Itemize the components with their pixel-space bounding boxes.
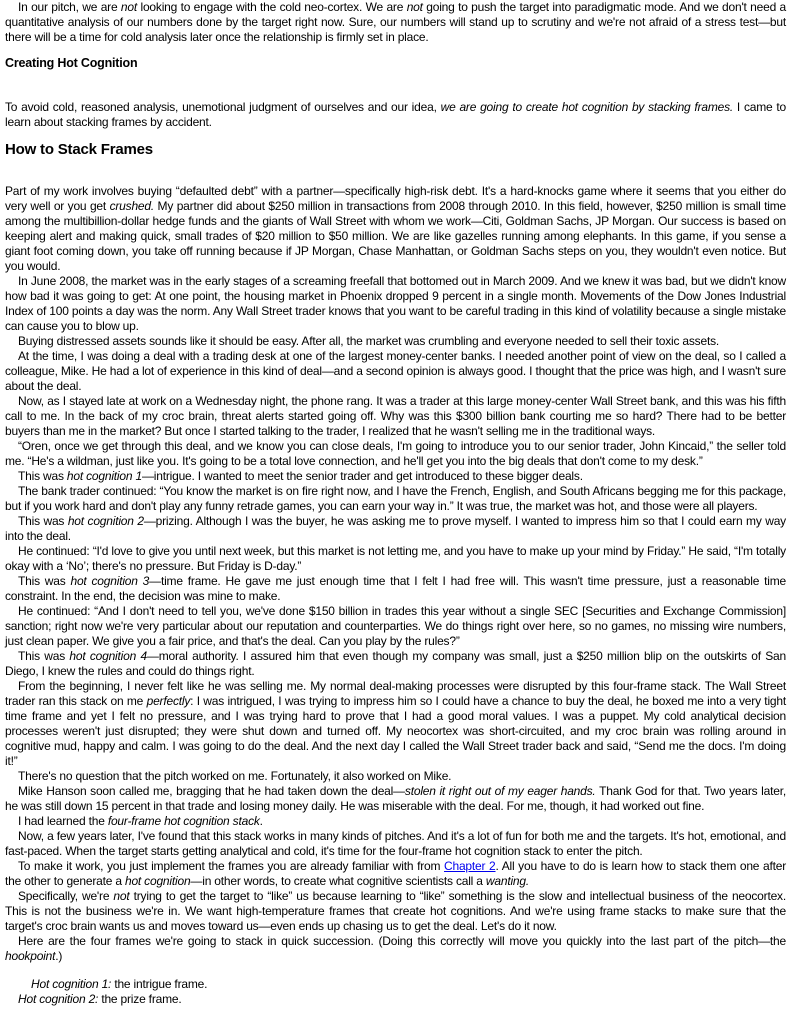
paragraph-june-2008: In June 2008, the market was in the early stages of a screaming freefall that bottomed out in March 2009. And we knew it was bad, but we didn't know how bad it was going to get: At one point, the housing market in Phoenix dropped 9 percent in a single month. Movements of the Dow Jones Industrial Index of 100 points a day was the norm. Any Wall Street trader knows that you want to be careful trading in this kind of volatility because a single mistake can cause you to blow up. [5, 274, 786, 333]
hot-cognition-paragraph: To avoid cold, reasoned analysis, unemotional judgment of ourselves and our idea, we are going to create hot cognition by stacking frames. I came to learn about stacking frames by accident. [5, 100, 786, 129]
list-item: Hot cognition 2: the prize frame. [18, 992, 182, 1006]
hot-cognition-list [5, 977, 786, 1007]
paragraph-friday: He continued: “I'd love to give you until next week, but this market is not letting me, and you have to make up your mind by Friday.” He said, “I'm totally okay with a ‘No’; there's no pressure. But Friday is D-day.” [5, 544, 786, 573]
chapter-2-link[interactable]: Chapter 2 [444, 859, 496, 873]
paragraph-at-the-time: At the time, I was doing a deal with a trading desk at one of the largest money-center banks. I needed another point of view on the deal, so I called a colleague, Mike. He had a lot of experience in this kind of deal—and a second opinion is always good. I thought that the price was high, and I wasn't sure about the deal. [5, 349, 786, 393]
paragraph-phone-rang: Now, as I stayed late at work on a Wednesday night, the phone rang. It was a trader at this large money-center Wall Street bank, and this was his fifth call to me. In the back of my croc brain, threat alerts started going off. Why was this $300 billion bank courting me so hard? There had to be better buyers than me in the market? But once I started talking to the trader, I realized that he wasn't selling me in the traditional ways. [5, 394, 786, 438]
paragraph-here-are-four-frames: Here are the four frames we're going to stack in quick succession. (Doing this correctly will move you quickly into the last part of the pitch—the hookpoint.) [5, 934, 786, 963]
list-item: Hot cognition 1: the intrigue frame. [31, 977, 208, 991]
paragraph-hot-cognition-3: This was hot cognition 3—time frame. He gave me just enough time that I felt I had free will. This wasn't time pressure, just a reasonable time constraint. In the end, the decision was mine to make. [5, 574, 786, 603]
paragraph-learned: I had learned the four-frame hot cognition stack. [18, 814, 263, 828]
heading-creating-hot-cognition: Creating Hot Cognition [5, 56, 138, 70]
paragraph-hot-cognition-2: This was hot cognition 2—prizing. Although I was the buyer, he was asking me to prove myself. I wanted to impress him so that I could earn my way into the deal. [5, 514, 786, 543]
paragraph-to-make-it-work: To make it work, you just implement the frames you are already familiar with from Chapter 2. All you have to do is learn how to stack them one after the other to generate a hot cognition—in other words, to create what cognitive scientists call a wanting. [5, 859, 787, 888]
paragraph-hot-cognition-1: This was hot cognition 1—intrigue. I wanted to meet the senior trader and get introduced to these bigger deals. [18, 469, 583, 483]
paragraph-buying-distressed: Buying distressed assets sounds like it should be easy. After all, the market was crumbling and everyone needed to sell their toxic assets. [18, 334, 720, 348]
heading-how-to-stack-frames: How to Stack Frames [5, 141, 153, 158]
paragraph-hot-cognition-4: This was hot cognition 4—moral authority. I assured him that even though my company was small, just a $250 million blip on the outskirts of San Diego, I knew the rules and could do things right. [5, 649, 786, 678]
paragraph-oren-quote: “Oren, once we get through this deal, and we know you can close deals, I'm going to introduce you to our senior trader, John Kincaid,” the seller told me. “He's a wildman, just like you. It's going to be a total love connection, and he'll get you into the big deals that don't come to my desk.” [5, 439, 786, 468]
paragraph-no-question: There's no question that the pitch worked on me. Fortunately, it also worked on Mike. [18, 769, 452, 783]
paragraph-from-the-beginning: From the beginning, I never felt like he was selling me. My normal deal-making processes were disrupted by this four-frame stack. The Wall Street trader ran this stack on me perfectly: I was intrigued, I was trying to impress him so I could have a chance to buy the deal, he boxed me into a very tight time frame and yet I felt no pressure, and I was trying hard to prove that I had a good moral values. I was a puppet. My cold analytical decision processes weren't just disrupted; they were shut down and turned off. My neocortex was short-circuited, and my croc brain was rolling around in cognitive mud, happy and calm. I was going to do the deal. And the next day I called the Wall Street trader back and said, “Send me the docs. I'm doing it!” [5, 679, 786, 768]
paragraph-mike-hanson: Mike Hanson soon called me, bragging that he had taken down the deal—stolen it right out of my eager hands. Thank God for that. Two years later, he was still down 15 percent in that trade and losing money daily. He was miserable with the deal. For me, though, it had worked out fine. [5, 784, 786, 813]
paragraph-bank-trader: The bank trader continued: “You know the market is on fire right now, and I have the French, English, and South Africans begging me for this package, but if you work hard and don't play any funny retrade games, you can earn your way in.” It was true, the market was hot, and those were all players. [5, 484, 786, 513]
paragraph-specifically: Specifically, we're not trying to get the target to “like” us because learning to “like” something is the slow and intellectual business of the neocortex. This is not the business we're in. We want high-temperature frames that create hot cognitions. And we're using frame stacks to make sure that the target's croc brain wants us and moves toward us—even ends up chasing us to get the deal. Let's do it now. [5, 889, 786, 933]
paragraph-sec: He continued: “And I don't need to tell you, we've done $150 billion in trades this year without a single SEC [Securities and Exchange Commission] sanction; right now we're very particular about our reputation and counterparties. We do things right over here, so no games, no missing wire numbers, just clean paper. We give you a fair price, and that's the deal. Can you play by the rules?” [5, 604, 786, 648]
intro-paragraph: In our pitch, we are not looking to engage with the cold neo-cortex. We are not going to push the target into paradigmatic mode. And we don't need a quantitative analysis of our numbers done by the target right now. Sure, our numbers will stand up to scrutiny and we're not afraid of a stress test—but there will be a time for cold analysis later once the relationship is firmly set in place. [5, 0, 787, 44]
paragraph-defaulted-debt: Part of my work involves buying “defaulted debt” with a partner—specifically high-risk debt. It's a hard-knocks game where it seems that you either do very well or you get crushed. My partner did about $250 million in transactions from 2008 through 2010. In this field, however, $250 million is small time among the multibillion-dollar hedge funds and the giants of Wall Street with whom we work—Citi, Goldman Sachs, JP Morgan. Our success is based on keeping alert and making quick, small trades of $20 million to $50 million. We are like gazelles running among elephants. In this game, if you sense a giant foot coming down, you take off running because if JP Morgan, Chase Manhattan, or Goldman Sachs steps on you, they wouldn't even notice. But you would. [5, 184, 787, 273]
paragraph-few-years-later: Now, a few years later, I've found that this stack works in many kinds of pitches. And it's a lot of fun for both me and the targets. It's hot, emotional, and fast-paced. When the target starts getting analytical and cold, it's time for the four-frame hot cognition stack to enter the pitch. [5, 829, 786, 858]
